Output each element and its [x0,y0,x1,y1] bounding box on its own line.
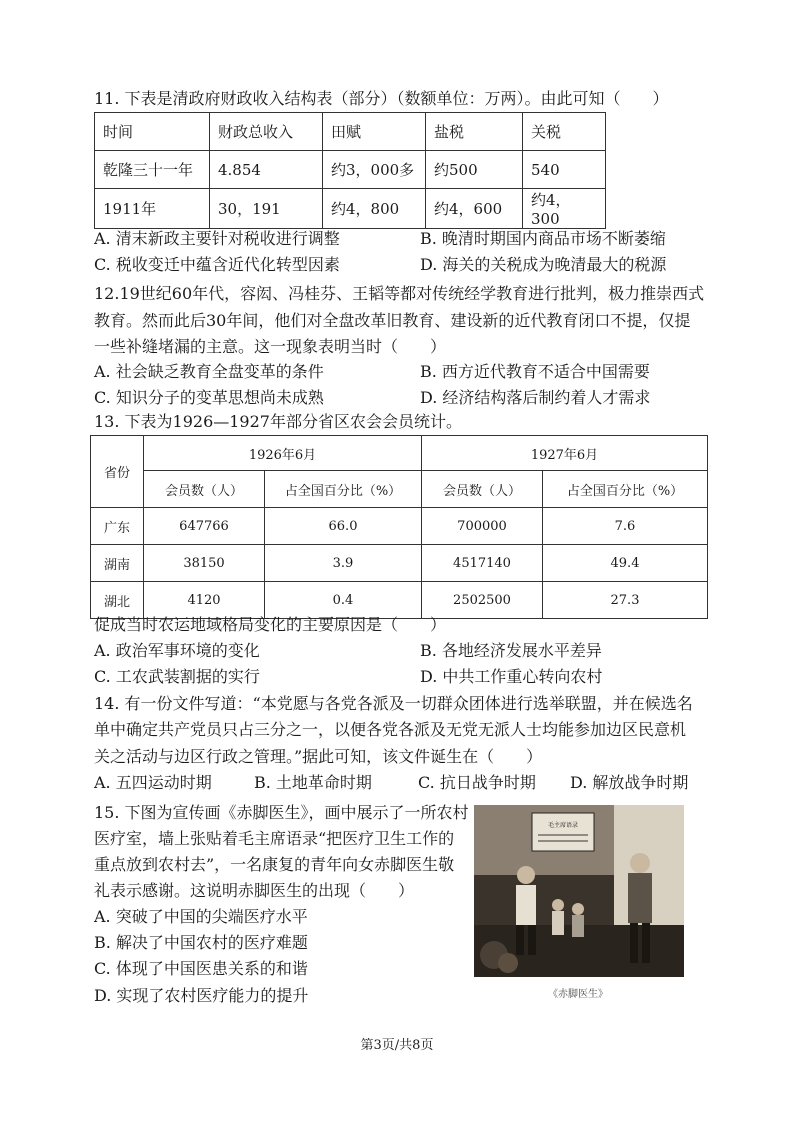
table-cell: 约500 [426,151,523,189]
table-header-row [91,471,708,508]
table-header-cell: 占全国百分比（%） [543,471,708,508]
q15-option-c[interactable]: C. 体现了中国医患关系的和谐 [94,959,308,978]
table-row [95,189,606,229]
q15-option-d[interactable]: D. 实现了农村医疗能力的提升 [94,986,309,1005]
q15-stem-line-1: 15. 下图为宣传画《赤脚医生》，画中展示了一所农村 [94,803,469,822]
table-row [91,582,708,619]
q12-stem-line-1: 12.19世纪60年代，容闳、冯桂芬、王韬等都对传统经学教育进行批判，极力推崇西式 [94,284,705,303]
q13-question: 促成当时农运地域格局变化的主要原因是（ ） [94,615,447,634]
q13-stem: 13. 下表为1926—1927年部分省区农会会员统计。 [94,412,462,431]
poster-illustration [474,805,684,977]
table-header-cell: 占全国百分比（%） [265,471,422,508]
q11-option-c[interactable]: C. 税收变迁中蕴含近代化转型因素 [94,255,340,274]
q11-option-a[interactable]: A. 清末新政主要针对税收进行调整 [94,229,340,248]
table-cell: 3.9 [265,545,422,582]
table-cell: 700000 [422,508,543,545]
table-header-cell: 1927年6月 [422,436,708,471]
q14-option-a[interactable]: A. 五四运动时期 [94,773,212,792]
q12-option-c[interactable]: C. 知识分子的变革思想尚未成熟 [94,388,324,407]
table-header-row [95,113,606,151]
q12-stem-line-3: 一些补缝堵漏的主意。这一现象表明当时（ ） [94,337,447,356]
q13-option-d[interactable]: D. 中共工作重心转向农村 [420,667,603,686]
table-cell: 647766 [144,508,265,545]
table-cell: 7.6 [543,508,708,545]
table-cell: 540 [523,151,606,189]
table-header-cell: 田赋 [323,113,426,151]
table-cell: 1911年 [95,189,210,229]
table-cell: 38150 [144,545,265,582]
poster-quote-text: 毛主席语录 [547,822,579,829]
table-header-cell: 1926年6月 [144,436,422,471]
q14-stem-line-3: 关之活动与边区行政之管理。”据此可知，该文件诞生在（ ） [94,747,543,766]
q11-table [94,112,606,229]
table-cell: 4.854 [210,151,323,189]
q12-option-b[interactable]: B. 西方近代教育不适合中国需要 [420,362,650,381]
table-cell: 27.3 [543,582,708,619]
q13-option-b[interactable]: B. 各地经济发展水平差异 [420,641,602,660]
table-header-row [91,436,708,471]
table-cell: 乾隆三十一年 [95,151,210,189]
q12-option-a[interactable]: A. 社会缺乏教育全盘变革的条件 [94,362,324,381]
q14-stem-line-2: 单中确定共产党员只占三分之一，以便各党各派及无党无派人士均能参加边区民意机 [94,720,687,739]
table-cell: 66.0 [265,508,422,545]
table-cell: 4517140 [422,545,543,582]
q14-stem-line-1: 14. 有一份文件写道：“本党愿与各党各派及一切群众团体进行选举联盟，并在候选名 [94,694,693,713]
q13-table [90,435,708,619]
q14-option-b[interactable]: B. 土地革命时期 [254,773,372,792]
table-cell: 广东 [91,508,144,545]
q13-option-a[interactable]: A. 政治军事环境的变化 [94,641,260,660]
table-cell: 4120 [144,582,265,619]
table-row [95,151,606,189]
q12-stem-line-2: 教育。然而此后30年间，他们对全盘改革旧教育、建设新的近代教育闭口不提，仅提 [94,311,691,330]
table-header-cell: 财政总收入 [210,113,323,151]
table-header-cell: 省份 [91,436,144,508]
table-cell: 约3，000多 [323,151,426,189]
table-cell: 湖北 [91,582,144,619]
q15-stem-line-2: 医疗室，墙上张贴着毛主席语录“把医疗卫生工作的 [94,829,455,848]
table-row [91,545,708,582]
barefoot-doctor-poster-image [474,805,684,977]
table-cell: 2502500 [422,582,543,619]
table-header-cell: 会员数（人） [144,471,265,508]
q13-option-c[interactable]: C. 工农武装割据的实行 [94,667,260,686]
q15-option-a[interactable]: A. 突破了中国的尖端医疗水平 [94,907,308,926]
table-header-cell: 时间 [95,113,210,151]
table-cell: 0.4 [265,582,422,619]
q11-option-b[interactable]: B. 晚清时期国内商品市场不断萎缩 [420,229,666,248]
q15-stem-line-4: 礼表示感谢。这说明赤脚医生的出现（ ） [94,881,415,900]
page-number: 第3页/共8页 [360,1038,434,1053]
table-cell: 49.4 [543,545,708,582]
q15-option-b[interactable]: B. 解决了中国农村的医疗难题 [94,933,308,952]
table-cell: 30，191 [210,189,323,229]
image-caption: 《赤脚医生》 [548,989,608,1000]
q14-option-d[interactable]: D. 解放战争时期 [570,773,689,792]
q11-option-d[interactable]: D. 海关的关税成为晚清最大的税源 [420,255,667,274]
table-cell: 约4，300 [523,189,606,229]
q11-stem: 11. 下表是清政府财政收入结构表（部分）（数额单位：万两）。由此可知（ ） [94,89,669,108]
table-cell: 约4，600 [426,189,523,229]
q12-option-d[interactable]: D. 经济结构落后制约着人才需求 [420,388,651,407]
table-header-cell: 盐税 [426,113,523,151]
q14-option-c[interactable]: C. 抗日战争时期 [418,773,536,792]
table-header-cell: 会员数（人） [422,471,543,508]
q15-stem-line-3: 重点放到农村去”，一名康复的青年向女赤脚医生敬 [94,855,455,874]
table-cell: 湖南 [91,545,144,582]
table-row [91,508,708,545]
table-cell: 约4，800 [323,189,426,229]
table-header-cell: 关税 [523,113,606,151]
